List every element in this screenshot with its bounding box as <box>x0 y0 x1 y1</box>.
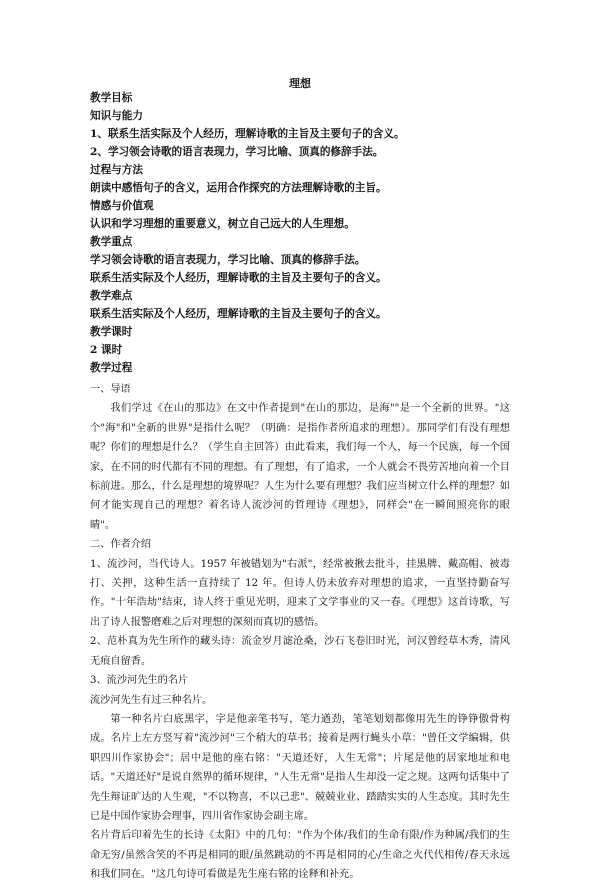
hours-value: 2 课时 <box>90 344 123 356</box>
author-paragraph-3: 3、流沙河先生的名片 <box>90 675 189 687</box>
author-paragraph-1: 1、流沙河，当代诗人。1957 年被错划为"右派"，经常被揪去批斗，挂黑牌、戴高帽、被毒打、关押，这种生活一直持续了 12 年。但诗人仍未放弃对理想的追求，一直坚持勤奋写作。"十年浩劫"结束，诗人终于重见光明，迎来了文学事业的又一春。《理想》这首诗歌，写出了诗人报警磨难之后对理想的深刻而真切的感悟。 <box>90 558 510 628</box>
key-point-2: 联系生活实际及个人经历，理解诗歌的主旨及主要句子的含义。 <box>90 272 387 284</box>
objective-item-1: 1、联系生活实际及个人经历，理解诗歌的主旨及主要句子的含义。 <box>90 128 405 140</box>
heading-key-points: 教学重点 <box>90 236 133 248</box>
author-paragraph-5: 第一种名片白底黑字，字是他亲笔书写，笔力遒劲，笔笔划划都像用先生的铮铮傲骨构成。名片上左方竖写着"流沙河"三个稍大的草书；接着是两行蝇头小草："曾任文学编辑，供职四川作家协会"；居中是他的座右铭："天道还好，人生无常"；片尾是他的居家地址和电话。"天道还好"是说自然界的循环规律，"人生无常"是指人生却没一定之规。这两句话集中了先生辩证旷达的人生观，"不以物喜，不以己悲"、兢兢业业、踏踏实实的人生态度。其时先生已是中国作家协会理事，四川省作家协会副主席。 <box>90 713 510 822</box>
heading-hours: 教学课时 <box>90 326 133 338</box>
emotion-text: 认识和学习理想的重要意义，树立自己远大的人生理想。 <box>90 218 355 230</box>
section-author-heading: 二、作者介绍 <box>90 539 152 551</box>
author-paragraph-6: 名片背后印着先生的长诗《太阳》中的几句："作为个体/我们的生命有限/作为种属/我们的生命无穷/虽然含笑的不再是相同的眼/虽然跳动的不再是相同的心/生命之火代代相传/春天永远和我们同在。"这几句诗可看做是先生座右铭的诠释和补充。 <box>90 830 510 881</box>
heading-objectives: 教学目标 <box>90 92 133 104</box>
author-paragraph-2: 2、范朴真为先生所作的藏头诗：流金岁月滤沧桑，沙石飞卷旧时光，河汉曾经草木秀，清风无痕自留香。 <box>90 636 510 667</box>
intro-paragraph: 我们学过《在山的那边》在文中作者提到"在山的那边，是海""是一个全新的世界。"这个"海"和"全新的世界"是指什么呢？（明确：是指作者所追求的理想）。那同学们有没有理想呢？你们的理想是什么？（学生自主回答）由此看来，我们每一个人，每一个民族，每一个国家，在不同的时代都有不同的理想。有了理想，有了追求，一个人就会不畏劳苦地向着一个目标前进。那么，什么是理想的境界呢？人生为什么要有理想？我们应当树立什么样的理想？如何才能实现自己的理想？着名诗人流沙河的哲理诗《理想》，同样会"在一瞬间照亮你的眼睛"。 <box>90 403 510 531</box>
process-text: 朗读中感悟句子的含义，运用合作探究的方法理解诗歌的主旨。 <box>90 182 387 194</box>
section-intro-heading: 一、导语 <box>90 384 131 395</box>
subheading-emotion: 情感与价值观 <box>90 200 154 212</box>
page-title: 理想 <box>289 77 311 90</box>
key-point-1: 学习领会诗歌的语言表现力，学习比喻、顶真的修辞手法。 <box>90 254 366 266</box>
heading-process-teaching: 教学过程 <box>90 362 133 374</box>
objectives-block <box>90 89 510 377</box>
objective-item-2: 2、学习领会诗歌的语言表现力，学习比喻、顶真的修辞手法。 <box>90 146 384 158</box>
subheading-knowledge: 知识与能力 <box>90 110 143 122</box>
subheading-process: 过程与方法 <box>90 164 143 176</box>
difficulty-text: 联系生活实际及个人经历，理解诗歌的主旨及主要句子的含义。 <box>90 308 387 320</box>
teaching-body <box>90 380 510 885</box>
heading-difficulty: 教学难点 <box>90 290 133 302</box>
author-paragraph-4: 流沙河先生有过三种名片。 <box>90 694 213 706</box>
